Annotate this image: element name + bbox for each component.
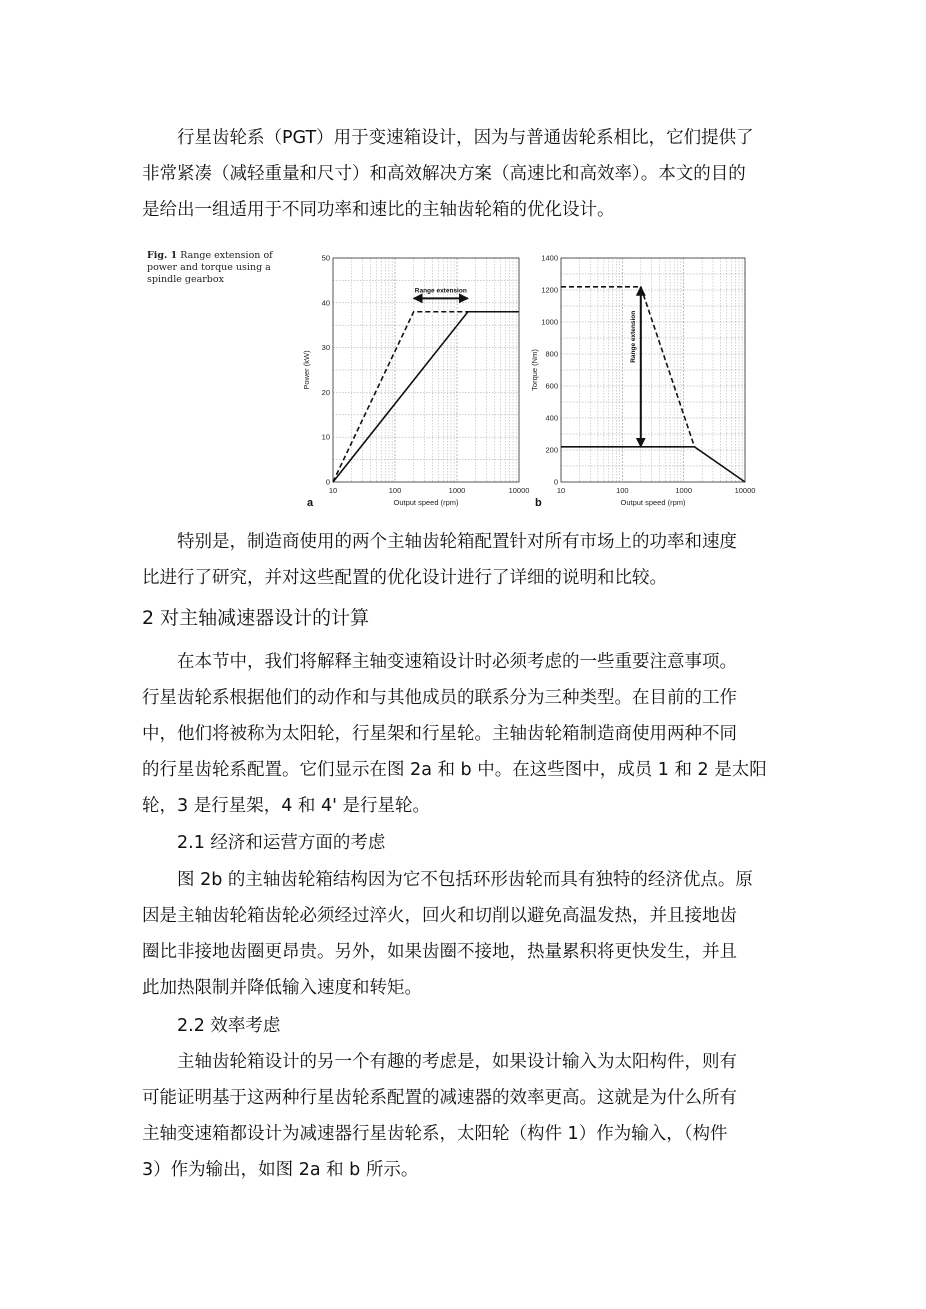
subsection-heading: 2.2 效率考虑 bbox=[177, 1016, 281, 1036]
paragraph-economy bbox=[142, 862, 792, 1006]
annotation-label: Range extension bbox=[414, 287, 467, 295]
y-tick-label: 0 bbox=[325, 477, 330, 487]
series-line-solid bbox=[561, 447, 745, 482]
paragraph-efficiency bbox=[142, 1044, 792, 1188]
y-tick-label: 800 bbox=[545, 349, 558, 359]
section-heading: 2 对主轴减速器设计的计算 bbox=[142, 607, 370, 629]
y-tick-label: 50 bbox=[321, 253, 330, 263]
x-tick-label: 1000 bbox=[448, 486, 466, 495]
text-line: 比进行了研究，并对这些配置的优化设计进行了详细的说明和比较。 bbox=[142, 568, 667, 588]
x-tick-label: 10000 bbox=[508, 486, 530, 495]
series-line-dashed bbox=[561, 287, 694, 447]
text-line: 轮，3 是行星架，4 和 4' 是行星轮。 bbox=[142, 796, 430, 816]
y-tick-label: 40 bbox=[321, 298, 330, 308]
chart-power bbox=[302, 248, 530, 512]
text-line: 主轴齿轮箱设计的另一个有趣的考虑是，如果设计输入为太阳构件，则有 bbox=[177, 1052, 737, 1072]
y-tick-label: 200 bbox=[545, 445, 558, 455]
text-line: 的行星齿轮系配置。它们显示在图 2a 和 b 中。在这些图中，成员 1 和 2 是太阳 bbox=[142, 760, 767, 780]
text-line: 因是主轴齿轮箱齿轮必须经过淬火，回火和切削以避免高温发热，并且接地齿 bbox=[142, 906, 737, 926]
panel-label: a bbox=[307, 497, 314, 509]
text-line: 3）作为输出，如图 2a 和 b 所示。 bbox=[142, 1160, 419, 1180]
y-axis-label: Torque (Nm) bbox=[530, 349, 539, 391]
text-line: 此加热限制并降低输入速度和转矩。 bbox=[142, 978, 422, 998]
figure-caption-text: Range extension of power and torque using a spindle gearbox bbox=[147, 250, 273, 285]
y-tick-label: 1000 bbox=[541, 317, 558, 327]
y-tick-label: 20 bbox=[321, 387, 330, 397]
x-tick-label: 100 bbox=[616, 486, 629, 495]
paragraph-study bbox=[142, 524, 792, 596]
series-line-dashed bbox=[333, 312, 519, 482]
text-line: 可能证明基于这两种行星齿轮系配置的减速器的效率更高。这就是为什么所有 bbox=[142, 1088, 737, 1108]
paragraph-types bbox=[142, 644, 792, 824]
x-tick-label: 10 bbox=[328, 486, 338, 495]
text-line: 行星齿轮系根据他们的动作和与其他成员的联系分为三种类型。在目前的工作 bbox=[142, 688, 737, 708]
x-tick-label: 10 bbox=[556, 486, 566, 495]
x-tick-label: 10000 bbox=[734, 486, 756, 495]
annotation-label: Range extension bbox=[629, 310, 637, 363]
text-line: 行星齿轮系（PGT）用于变速箱设计，因为与普通齿轮系相比，它们提供了 bbox=[177, 128, 754, 148]
panel-label: b bbox=[535, 497, 542, 509]
subsection-heading: 2.1 经济和运营方面的考虑 bbox=[177, 833, 386, 853]
text-line: 中，他们将被称为太阳轮，行星架和行星轮。主轴齿轮箱制造商使用两种不同 bbox=[142, 724, 737, 744]
x-tick-label: 1000 bbox=[675, 486, 693, 495]
y-tick-label: 600 bbox=[545, 381, 558, 391]
y-tick-label: 10 bbox=[321, 432, 330, 442]
text-line: 主轴变速箱都设计为减速器行星齿轮系，太阳轮（构件 1）作为输入，（构件 bbox=[142, 1124, 728, 1144]
x-tick-label: 100 bbox=[388, 486, 402, 495]
figure-caption bbox=[147, 250, 297, 286]
series-line-solid bbox=[333, 312, 519, 482]
text-line: 图 2b 的主轴齿轮箱结构因为它不包括环形齿轮而具有独特的经济优点。原 bbox=[177, 870, 753, 890]
text-line: 在本节中，我们将解释主轴变速箱设计时必须考虑的一些重要注意事项。 bbox=[177, 652, 737, 672]
y-tick-label: 30 bbox=[321, 343, 330, 353]
text-line: 特别是，制造商使用的两个主轴齿轮箱配置针对所有市场上的功率和速度 bbox=[177, 532, 737, 552]
y-tick-label: 1200 bbox=[541, 285, 558, 295]
text-line: 圈比非接地齿圈更昂贵。另外，如果齿圈不接地，热量累积将更快发生，并且 bbox=[142, 942, 737, 962]
y-tick-label: 400 bbox=[545, 413, 558, 423]
x-axis-label: Output speed (rpm) bbox=[620, 498, 686, 507]
x-axis-label: Output speed (rpm) bbox=[393, 498, 459, 507]
y-tick-label: 1400 bbox=[541, 253, 558, 263]
figure-caption-label: Fig. 1 bbox=[147, 250, 178, 261]
text-line: 是给出一组适用于不同功率和速比的主轴齿轮箱的优化设计。 bbox=[142, 200, 615, 220]
y-axis-label: Power (kW) bbox=[302, 350, 311, 390]
text-line: 非常紧凑（减轻重量和尺寸）和高效解决方案（高速比和高效率）。本文的目的 bbox=[142, 164, 746, 184]
chart-torque bbox=[530, 248, 760, 512]
y-tick-label: 0 bbox=[553, 477, 558, 487]
paragraph-intro bbox=[142, 120, 792, 228]
